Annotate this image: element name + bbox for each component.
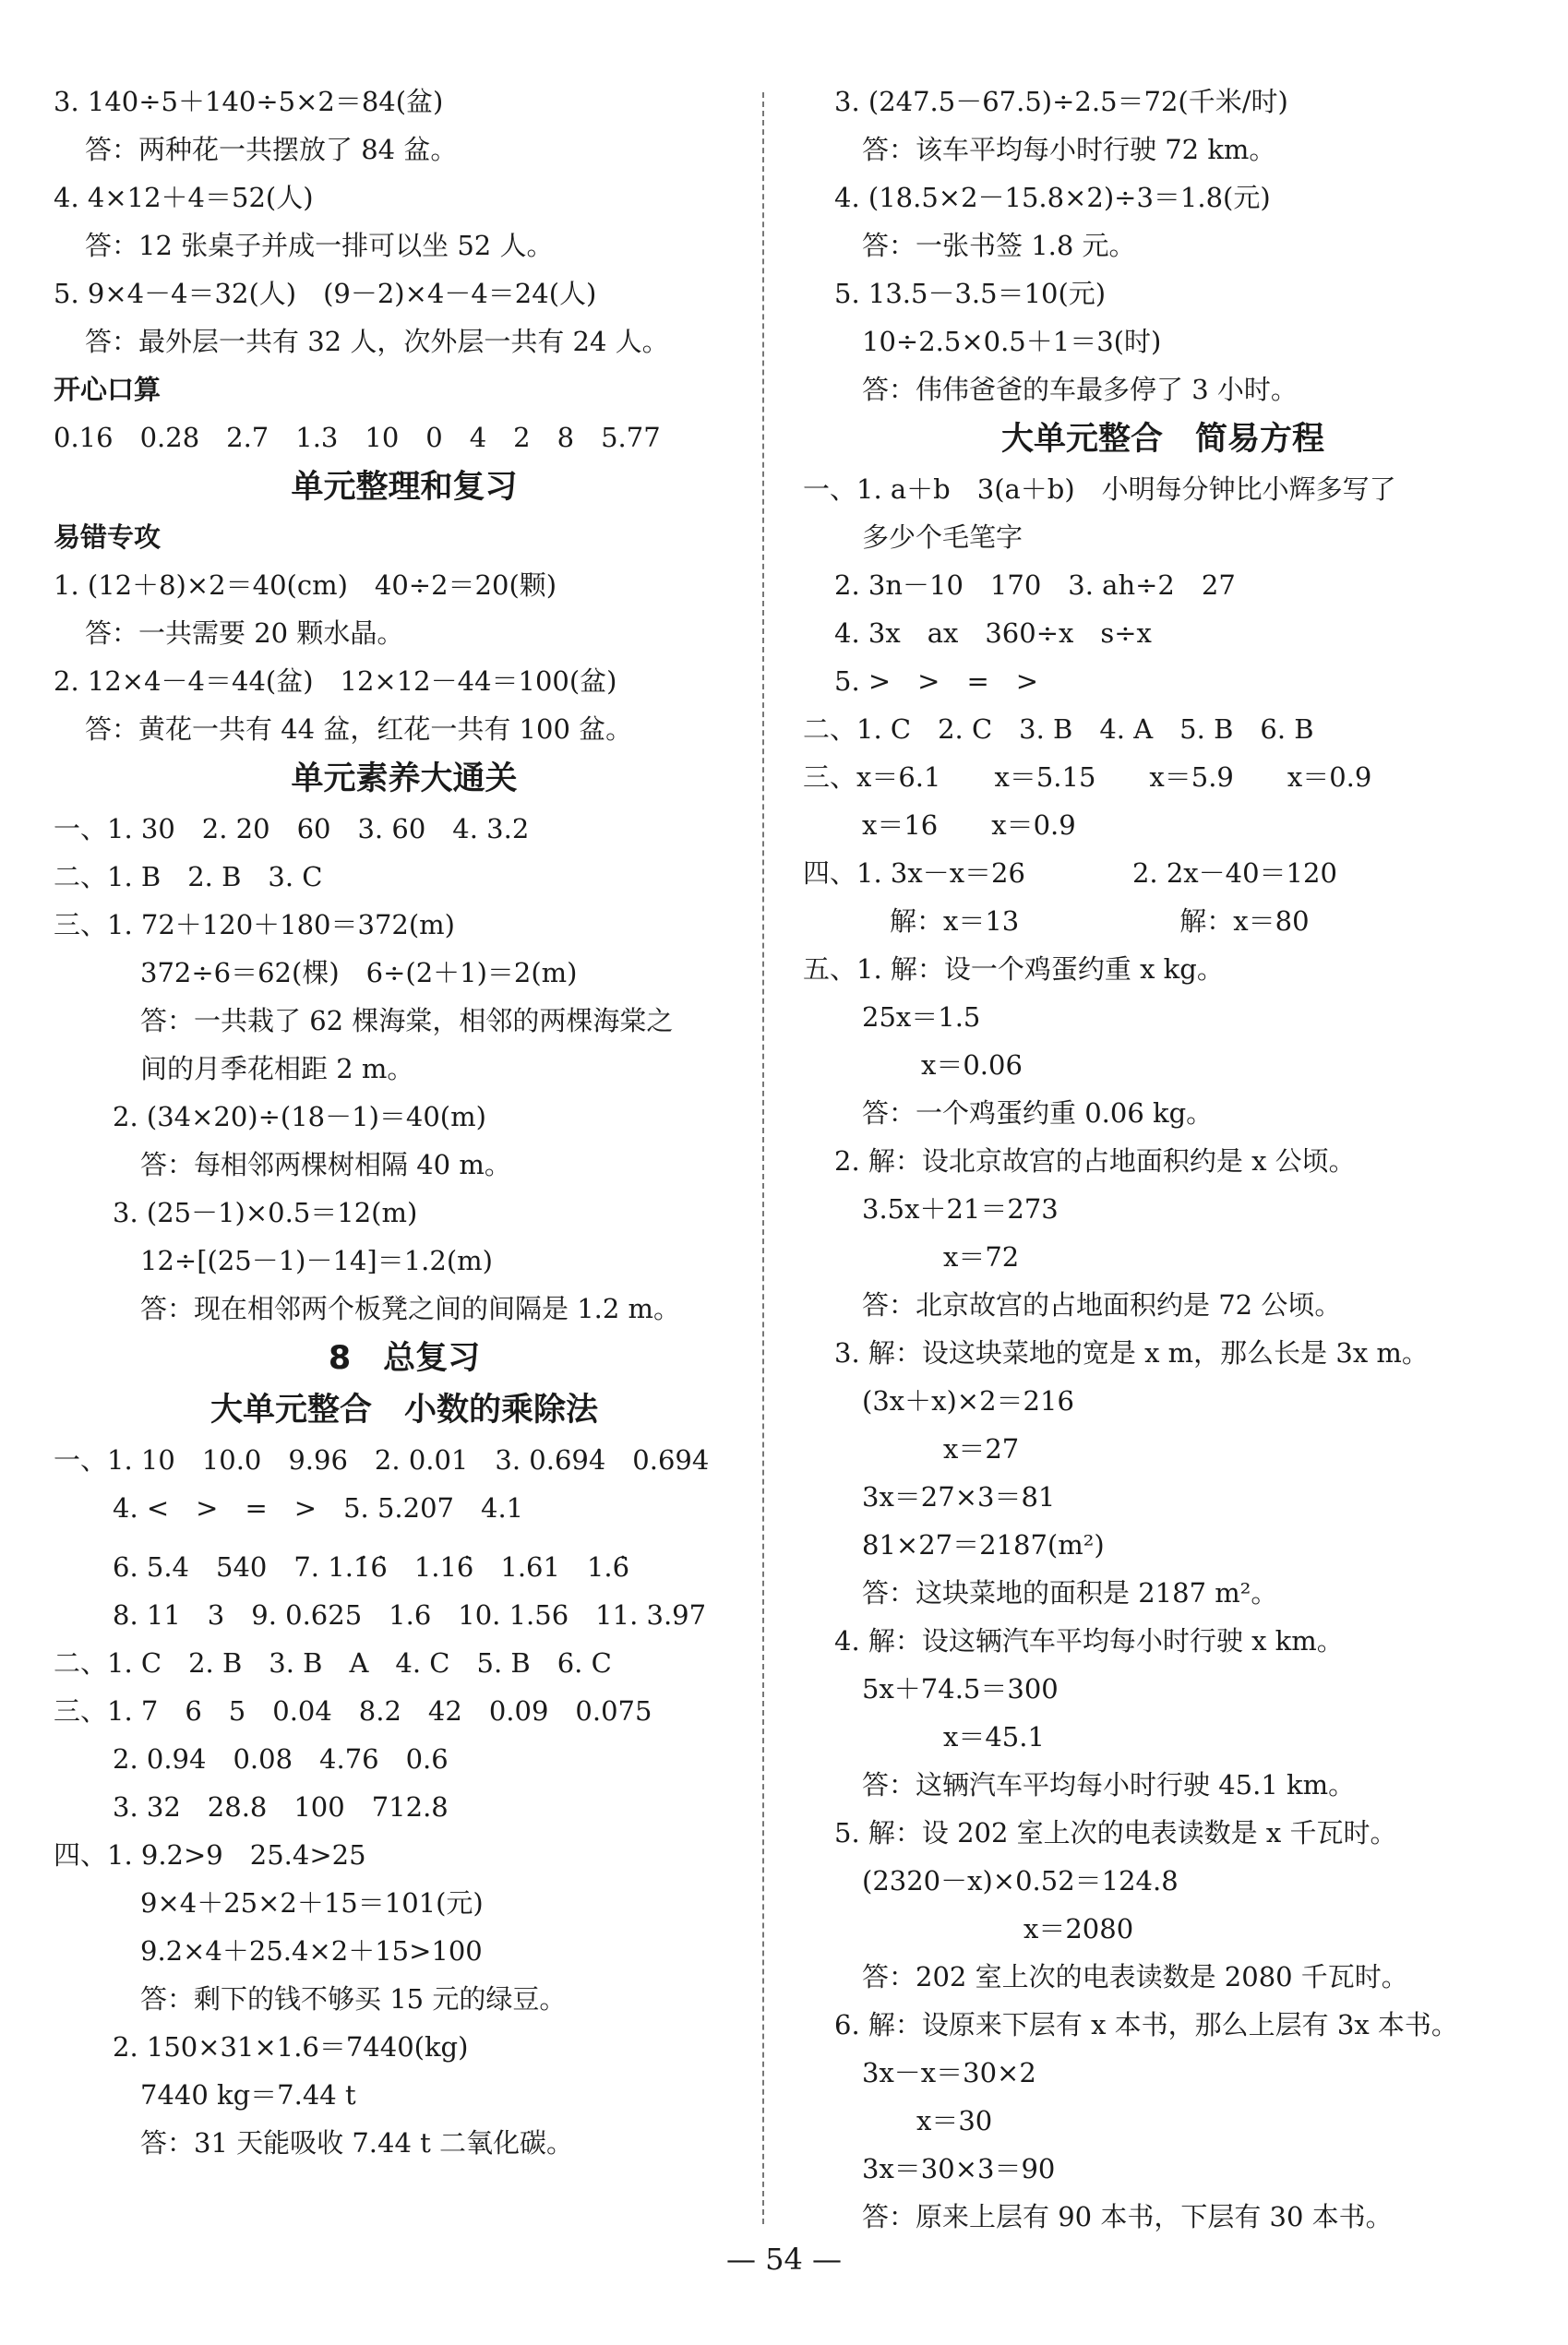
answer-line: 2. 0.94 0.08 4.76 0.6 (113, 1743, 449, 1775)
answer-line: 答：31 天能吸收 7.44 t 二氧化碳。 (140, 2127, 573, 2159)
subsection-heading: 易错专攻 (54, 521, 162, 553)
answer-line: 3x＝30×3＝90 (862, 2153, 1056, 2184)
answer-line: 三、1. 7 6 5 0.04 8.2 42 0.09 0.075 (54, 1695, 652, 1727)
answer-line: 一、1. 10 10.0 9.96 2. 0.01 3. 0.694̇ 0.694 (54, 1444, 710, 1476)
answer-line: 3. (25－1)×0.5＝12(m) (113, 1197, 418, 1228)
answer-line: x＝30 (890, 2105, 993, 2136)
answer-line: 答：12 张桌子并成一排可以坐 52 人。 (85, 230, 554, 261)
answer-line: 3. 解：设这块菜地的宽是 x m，那么长是 3x m。 (834, 1337, 1429, 1369)
answer-line: 5. 13.5－3.5＝10(元) (834, 278, 1107, 309)
answer-line: 12÷[(25－1)－14]＝1.2(m) (140, 1245, 493, 1276)
answer-line: 8. 11 3 9. 0.625 1.6 10. 1.56 11. 3.97 (113, 1599, 707, 1631)
answer-line: 3x－x＝30×2 (862, 2057, 1036, 2088)
answer-line: 3. (247.5－67.5)÷2.5＝72(千米/时) (834, 86, 1288, 117)
answer-line: 答：一张书签 1.8 元。 (862, 230, 1136, 261)
column-divider (762, 92, 764, 2224)
answer-line: 4. 3x ax 360÷x s÷x (834, 617, 1152, 649)
answer-line: 2. 解：设北京故宫的占地面积约是 x 公顷。 (834, 1145, 1356, 1177)
answer-line: 5. 解：设 202 室上次的电表读数是 x 千瓦时。 (834, 1817, 1397, 1848)
section-heading: 单元素养大通关 (291, 760, 518, 797)
answer-line: 7440 kg＝7.44 t (140, 2079, 356, 2111)
answer-line: 二、1. C 2. C 3. B 4. A 5. B 6. B (803, 713, 1314, 745)
answer-line: 3.5x＋21＝273 (862, 1193, 1059, 1225)
answer-line: x＝72 (890, 1241, 1020, 1273)
answer-line: 答：原来上层有 90 本书，下层有 30 本书。 (862, 2201, 1393, 2232)
answer-line: 4. (18.5×2－15.8×2)÷3＝1.8(元) (834, 182, 1271, 213)
answer-line: 2. (34×20)÷(18－1)＝40(m) (113, 1101, 486, 1132)
answer-line: 五、1. 解：设一个鸡蛋约重 x kg。 (803, 953, 1224, 985)
answer-line: 答：现在相邻两个板凳之间的间隔是 1.2 m。 (140, 1293, 681, 1324)
answer-line: 3x＝27×3＝81 (862, 1481, 1056, 1513)
answer-line: 三、1. 72＋120＋180＝372(m) (54, 909, 455, 940)
answer-line: 81×27＝2187(m²) (862, 1529, 1105, 1561)
answer-line: 答：202 室上次的电表读数是 2080 千瓦时。 (862, 1961, 1408, 1992)
answer-line: 5. > > = > (834, 665, 1039, 697)
answer-line: 答：两种花一共摆放了 84 盆。 (85, 134, 458, 165)
answer-line: 答：一共需要 20 颗水晶。 (85, 617, 404, 649)
answer-line: 答：北京故宫的占地面积约是 72 公顷。 (862, 1289, 1342, 1321)
answer-line: 2. 3n－10 170 3. ah÷2 27 (834, 569, 1236, 601)
answer-line: x＝2080 (890, 1913, 1134, 1944)
section-heading: 单元整理和复习 (291, 469, 518, 506)
answer-line: 4. 4×12＋4＝52(人) (54, 182, 314, 213)
section-heading: 大单元整合 简易方程 (1000, 421, 1324, 458)
answer-line: 四、1. 9.2>9 25.4>25 (54, 1839, 366, 1871)
answer-line: x＝16 x＝0.9 (862, 809, 1076, 841)
answer-line: 3. 140÷5＋140÷5×2＝84(盆) (54, 86, 444, 117)
answer-line: 6. 解：设原来下层有 x 本书，那么上层有 3x 本书。 (834, 2009, 1458, 2040)
answer-line: x＝45.1 (890, 1721, 1045, 1753)
subsection-heading: 开心口算 (54, 374, 162, 405)
answer-line: 5x＋74.5＝300 (862, 1673, 1059, 1705)
answer-line: 二、1. C 2. B 3. B A 4. C 5. B 6. C (54, 1647, 612, 1679)
answer-line: 答：这辆汽车平均每小时行驶 45.1 km。 (862, 1769, 1356, 1801)
answer-line: 三、x＝6.1 x＝5.15 x＝5.9 x＝0.9 (803, 761, 1372, 793)
answer-line: 四、1. 3x－x＝26 2. 2x－40＝120 (803, 857, 1337, 889)
answer-line: (3x＋x)×2＝216 (862, 1385, 1074, 1417)
answer-line: 9×4＋25×2＋15＝101(元) (140, 1887, 484, 1919)
answer-line: 多少个毛笔字 (862, 521, 1023, 553)
section-heading: 大单元整合 小数的乘除法 (209, 1392, 598, 1429)
answer-line: 答：这块菜地的面积是 2187 m²。 (862, 1577, 1278, 1609)
answer-line: 6. 5.4 540 7. 1.1̇6̇ 1.16̇ 1.61 1.6̇ (113, 1551, 630, 1583)
answer-line: 25x＝1.5 (862, 1001, 981, 1033)
answer-line: 一、1. a＋b 3(a＋b) 小明每分钟比小辉多写了 (803, 473, 1396, 505)
answer-line: 答：伟伟爸爸的车最多停了 3 小时。 (862, 374, 1298, 405)
answer-line: 372÷6＝62(棵) 6÷(2＋1)＝2(m) (140, 957, 578, 988)
answer-line: (2320－x)×0.52＝124.8 (862, 1865, 1179, 1896)
answer-line: 9.2×4＋25.4×2＋15>100 (140, 1935, 483, 1967)
answer-line: 解：x＝13 解：x＝80 (890, 905, 1310, 937)
answer-line: x＝27 (890, 1433, 1020, 1465)
answer-line: 答：每相邻两棵树相隔 40 m。 (140, 1149, 511, 1180)
answer-line: 2. 150×31×1.6＝7440(kg) (113, 2031, 469, 2063)
answer-line: x＝0.06 (921, 1049, 1023, 1081)
answer-line: 1. (12＋8)×2＝40(cm) 40÷2＝20(颗) (54, 569, 557, 601)
answer-line: 3. 32 28.8 100 712.8 (113, 1791, 449, 1823)
answer-line: 0.16 0.28 2.7 1.3 10 0 4 2 8 5.77 (54, 422, 661, 453)
answer-line: 答：黄花一共有 44 盆，红花一共有 100 盆。 (85, 713, 633, 745)
answer-line: 间的月季花相距 2 m。 (140, 1053, 414, 1084)
answer-line: 答：剩下的钱不够买 15 元的绿豆。 (140, 1983, 567, 2015)
answer-line: 4. < > = > 5. 5.207 4.1 (113, 1492, 524, 1524)
answer-line: 5. 9×4－4＝32(人) (9－2)×4－4＝24(人) (54, 278, 597, 309)
answer-line: 2. 12×4－4＝44(盆) 12×12－44＝100(盆) (54, 665, 617, 697)
answer-line: 一、1. 30 2. 20 60 3. 60 4. 3.2 (54, 813, 530, 844)
answer-line: 4. 解：设这辆汽车平均每小时行驶 x km。 (834, 1625, 1344, 1657)
answer-line: 答：一个鸡蛋约重 0.06 kg。 (862, 1097, 1214, 1129)
answer-line: 答：最外层一共有 32 人，次外层一共有 24 人。 (85, 326, 669, 357)
answer-line: 10÷2.5×0.5＋1＝3(时) (862, 326, 1162, 357)
section-heading: 8 总复习 (328, 1340, 481, 1377)
answer-line: 二、1. B 2. B 3. C (54, 861, 323, 892)
page-number: — 54 — (725, 2242, 843, 2277)
answer-line: 答：一共栽了 62 棵海棠，相邻的两棵海棠之 (140, 1005, 674, 1036)
answer-line: 答：该车平均每小时行驶 72 km。 (862, 134, 1276, 165)
